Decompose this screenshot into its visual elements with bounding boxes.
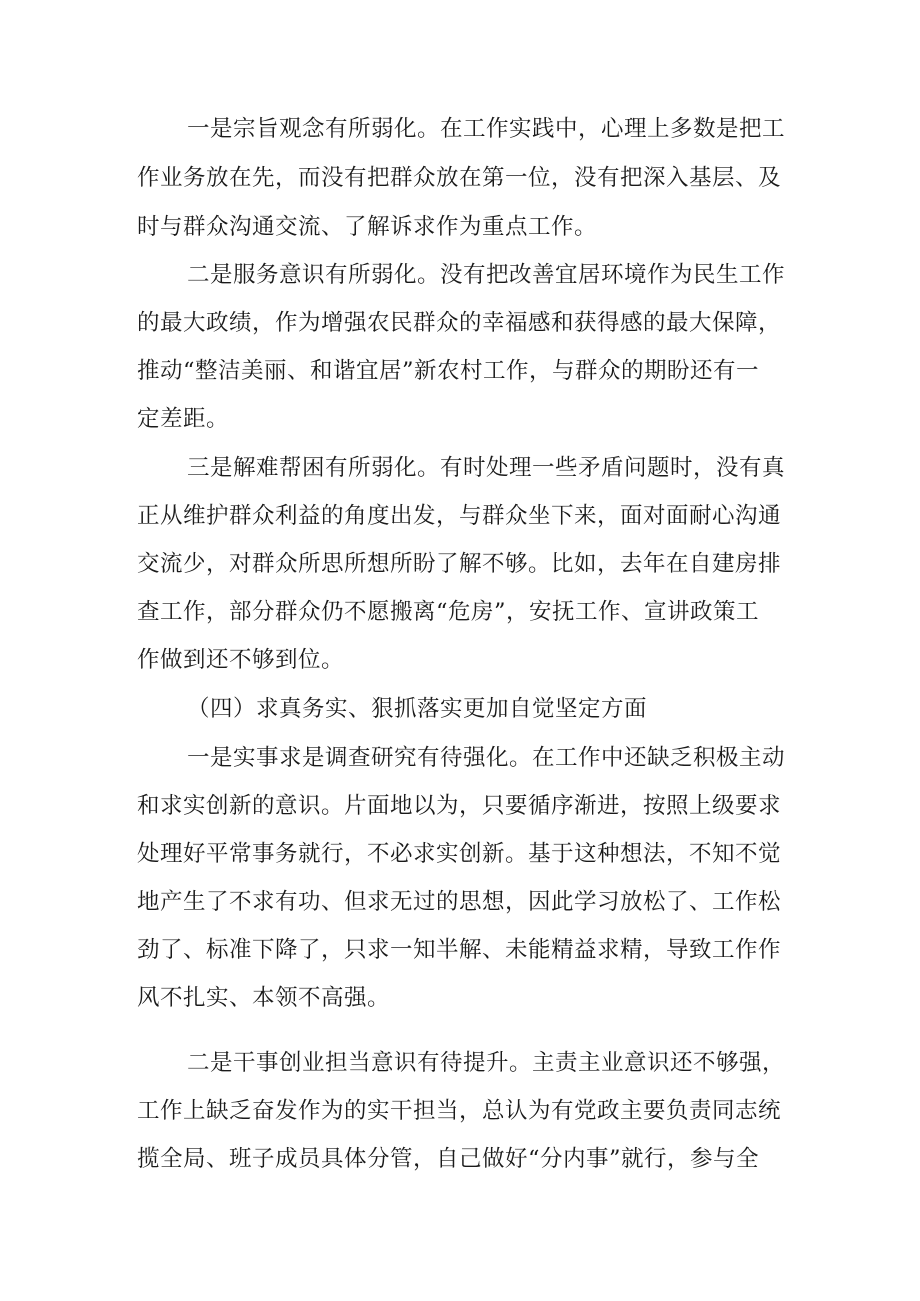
text-line: 工作上缺乏奋发作为的实干担当，总认为有党政主要负责同志统 [137,1098,782,1124]
text-line: 定差距。 [137,406,230,432]
text-line: 一是宗旨观念有所弱化。在工作实践中，心理上多数是把工 [187,116,786,142]
text-line: 作做到还不够到位。 [137,647,345,673]
text-line: 三是解难帮困有所弱化。有时处理一些矛盾问题时，没有真 [187,455,786,481]
text-line: 风不扎实、本领不高强。 [137,985,391,1011]
text-line: 正从维护群众利益的角度出发，与群众坐下来，面对面耐心沟通 [137,503,782,529]
text-line: 地产生了不求有功、但求无过的思想，因此学习放松了、工作松 [137,889,782,915]
text-line: 揽全局、班子成员具体分管，自己做好“分内事”就行，参与全 [137,1146,760,1172]
text-line: 二是服务意识有所弱化。没有把改善宜居环境作为民生工作 [187,262,786,288]
text-line: 作业务放在先，而没有把群众放在第一位，没有把深入基层、及 [137,165,782,191]
text-line: 一是实事求是调查研究有待强化。在工作中还缺乏积极主动 [187,745,786,771]
text-line: 推动“整洁美丽、和谐宜居”新农村工作，与群众的期盼还有一 [137,358,760,384]
text-line: 处理好平常事务就行，不必求实创新。基于这种想法，不知不觉 [137,841,782,867]
text-line: 时与群众沟通交流、了解诉求作为重点工作。 [137,214,598,240]
text-line: 交流少，对群众所思所想所盼了解不够。比如，去年在自建房排 [137,551,782,577]
text-line: 二是干事创业担当意识有待提升。主责主业意识还不够强， [187,1050,786,1076]
section-heading: （四）求真务实、狠抓落实更加自觉坚定方面 [187,696,648,722]
text-line: 的最大政绩，作为增强农民群众的幸福感和获得感的最大保障， [137,310,782,336]
text-line: 劲了、标准下降了，只求一知半解、未能精益求精，导致工作作 [137,937,782,963]
text-line: 查工作，部分群众仍不愿搬离“危房”，安抚工作、宣讲政策工 [137,599,760,625]
text-line: 和求实创新的意识。片面地以为，只要循序渐进，按照上级要求 [137,793,782,819]
